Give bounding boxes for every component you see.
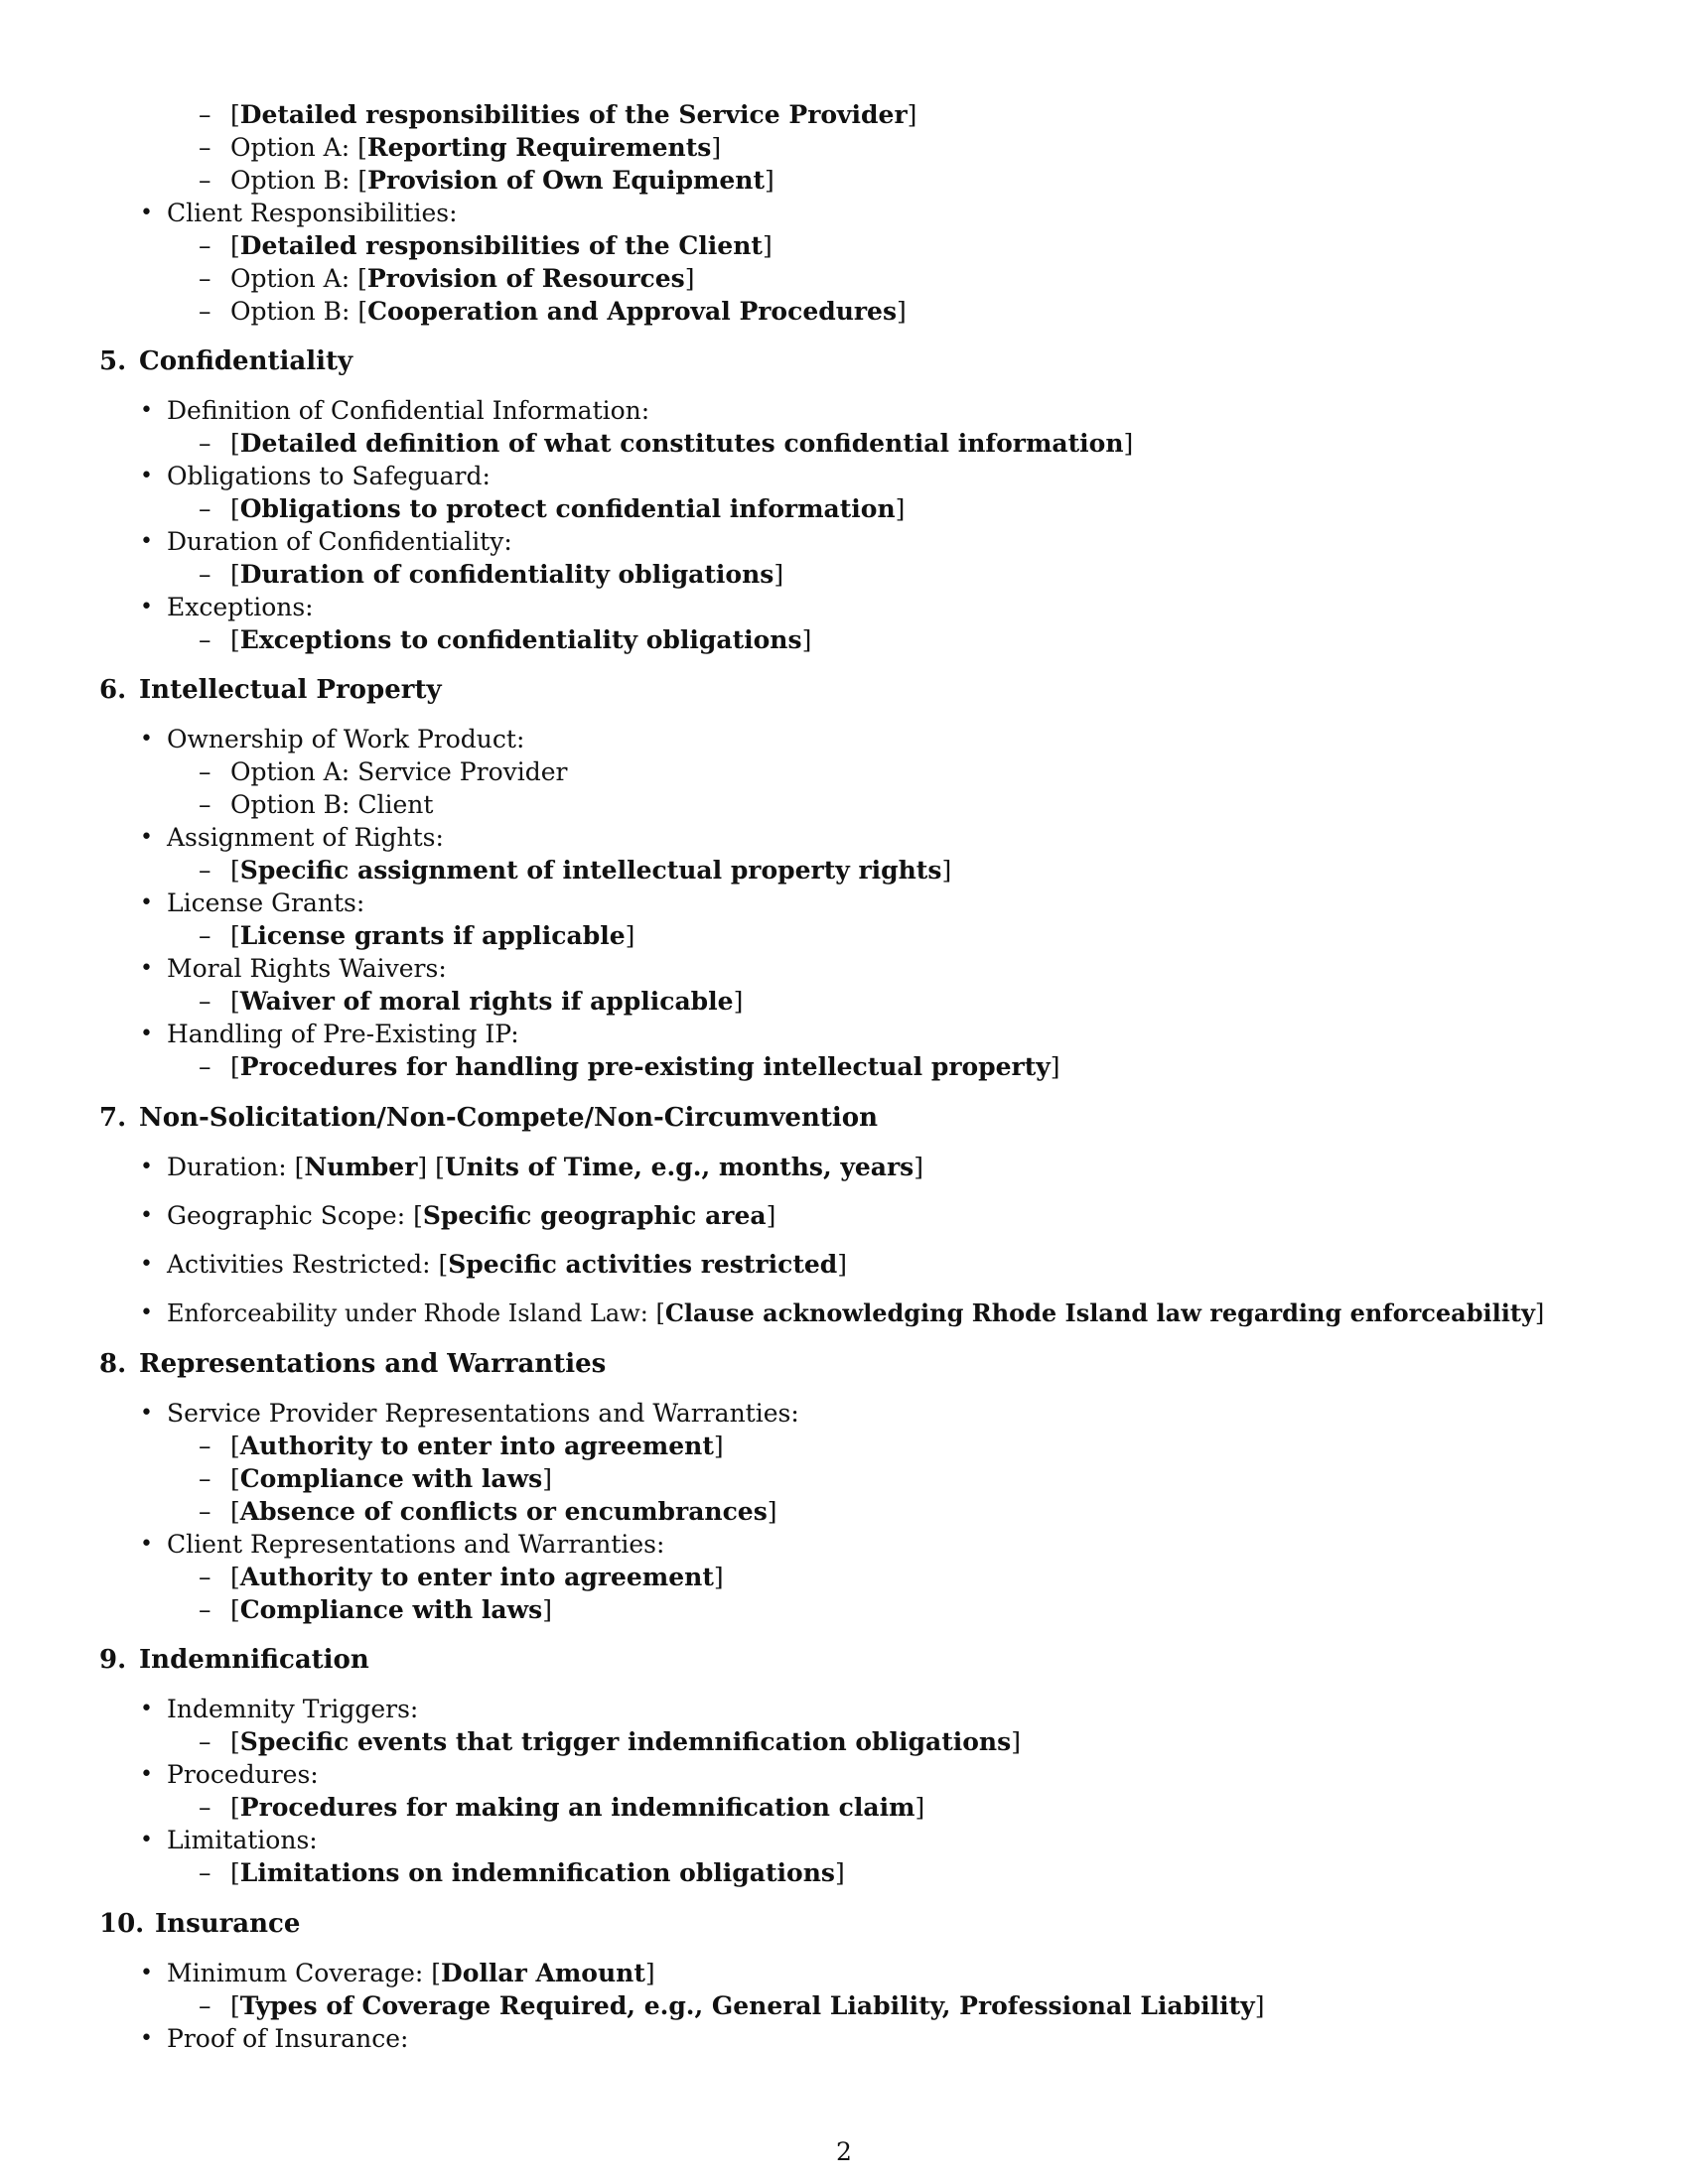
list-item-label: Obligations to Safeguard: — [167, 462, 491, 490]
list-item-label: Indemnity Triggers: — [167, 1695, 419, 1723]
bullet-icon: • — [140, 1203, 153, 1228]
sub-item: – [Compliance with laws] — [199, 1595, 552, 1624]
list-item: Geographic Scope: [Specific geographic area] — [167, 1201, 776, 1230]
sub-item: – [Obligations to protect confidential information] — [199, 494, 906, 523]
bullet-icon: • — [140, 1961, 153, 1985]
bullet-icon: • — [140, 727, 153, 751]
list-item-label: Moral Rights Waivers: — [167, 954, 447, 983]
list-item-label: License Grants: — [167, 888, 365, 917]
list-item-label: Client Responsibilities: — [167, 199, 458, 227]
list-item-label: Assignment of Rights: — [167, 823, 444, 852]
sub-item: – Option A: [Reporting Requirements] — [199, 133, 722, 162]
bullet-icon: • — [140, 1532, 153, 1557]
bullet-icon: • — [140, 529, 153, 554]
sub-item: – [Limitations on indemnification obligations] — [199, 1858, 845, 1887]
bullet-icon: • — [140, 890, 153, 915]
list-item: Enforceability under Rhode Island Law: [Clause acknowledging Rhode Island law regarding enforceability] — [167, 1298, 1545, 1327]
bullet-icon: • — [140, 201, 153, 225]
bullet-icon: • — [140, 1762, 153, 1787]
bullet-icon: • — [140, 1155, 153, 1179]
list-item-label: Client Representations and Warranties: — [167, 1530, 665, 1559]
sub-item: – [Procedures for making an indemnification claim] — [199, 1793, 925, 1822]
sub-item: – [Detailed responsibilities of the Client] — [199, 231, 773, 260]
list-item-label: Duration of Confidentiality: — [167, 527, 512, 556]
sub-item: – [Authority to enter into agreement] — [199, 1432, 724, 1460]
sub-item: – [Authority to enter into agreement] — [199, 1563, 724, 1591]
sub-item: – [Specific assignment of intellectual property rights] — [199, 856, 952, 885]
list-item-label: Handling of Pre-Existing IP: — [167, 1020, 519, 1048]
section-heading-intellectual-property: 6. Intellectual Property — [99, 675, 442, 705]
bullet-icon: • — [140, 1828, 153, 1852]
list-item-label: Definition of Confidential Information: — [167, 396, 650, 425]
sub-item: – [Waiver of moral rights if applicable] — [199, 987, 744, 1016]
sub-item: – Option B: [Cooperation and Approval Procedures] — [199, 297, 907, 326]
bullet-icon: • — [140, 1300, 153, 1325]
section-heading-non-solicitation: 7. Non-Solicitation/Non-Compete/Non-Circumvention — [99, 1103, 878, 1133]
list-item-label: Limitations: — [167, 1826, 318, 1854]
sub-item: – Option B: Client — [199, 790, 434, 819]
sub-item: – [Duration of confidentiality obligations] — [199, 560, 784, 589]
list-item-label: Proof of Insurance: — [167, 2024, 409, 2053]
sub-item: – [License grants if applicable] — [199, 921, 635, 950]
sub-item: – [Types of Coverage Required, e.g., General Liability, Professional Liability] — [199, 1991, 1265, 2020]
bullet-icon: • — [140, 595, 153, 619]
list-item-label: Exceptions: — [167, 593, 314, 621]
list-item-label: Ownership of Work Product: — [167, 725, 525, 753]
bullet-icon: • — [140, 398, 153, 423]
bullet-icon: • — [140, 1022, 153, 1046]
sub-item: – [Specific events that trigger indemnification obligations] — [199, 1727, 1021, 1756]
sub-item: – Option A: Service Provider — [199, 757, 568, 786]
sub-item: – [Detailed definition of what constitutes confidential information] — [199, 429, 1134, 458]
bullet-icon: • — [140, 1697, 153, 1721]
bullet-icon: • — [140, 956, 153, 981]
sub-item: – [Detailed responsibilities of the Service Provider] — [199, 100, 917, 129]
sub-item: – [Procedures for handling pre-existing intellectual property] — [199, 1052, 1060, 1081]
section-heading-indemnification: 9. Indemnification — [99, 1645, 369, 1675]
sub-item: – [Compliance with laws] — [199, 1464, 552, 1493]
sub-item: – Option B: [Provision of Own Equipment] — [199, 166, 774, 195]
section-heading-confidentiality: 5. Confidentiality — [99, 346, 353, 376]
bullet-icon: • — [140, 825, 153, 850]
list-item-label: Procedures: — [167, 1760, 319, 1789]
bullet-icon: • — [140, 1252, 153, 1277]
page-number: 2 — [836, 2137, 852, 2166]
section-heading-representations: 8. Representations and Warranties — [99, 1349, 607, 1379]
sub-item: – [Absence of conflicts or encumbrances] — [199, 1497, 777, 1526]
bullet-icon: • — [140, 2026, 153, 2051]
list-item: Duration: [Number] [Units of Time, e.g., months, years] — [167, 1153, 923, 1181]
sub-item: – Option A: [Provision of Resources] — [199, 264, 695, 293]
sub-item: – [Exceptions to confidentiality obligations] — [199, 625, 812, 654]
list-item: Activities Restricted: [Specific activities restricted] — [167, 1250, 848, 1279]
bullet-icon: • — [140, 1401, 153, 1426]
list-item-label: Service Provider Representations and Warranties: — [167, 1399, 799, 1428]
list-item: Minimum Coverage: [Dollar Amount] — [167, 1959, 655, 1987]
bullet-icon: • — [140, 464, 153, 488]
section-heading-insurance: 10. Insurance — [99, 1909, 301, 1939]
